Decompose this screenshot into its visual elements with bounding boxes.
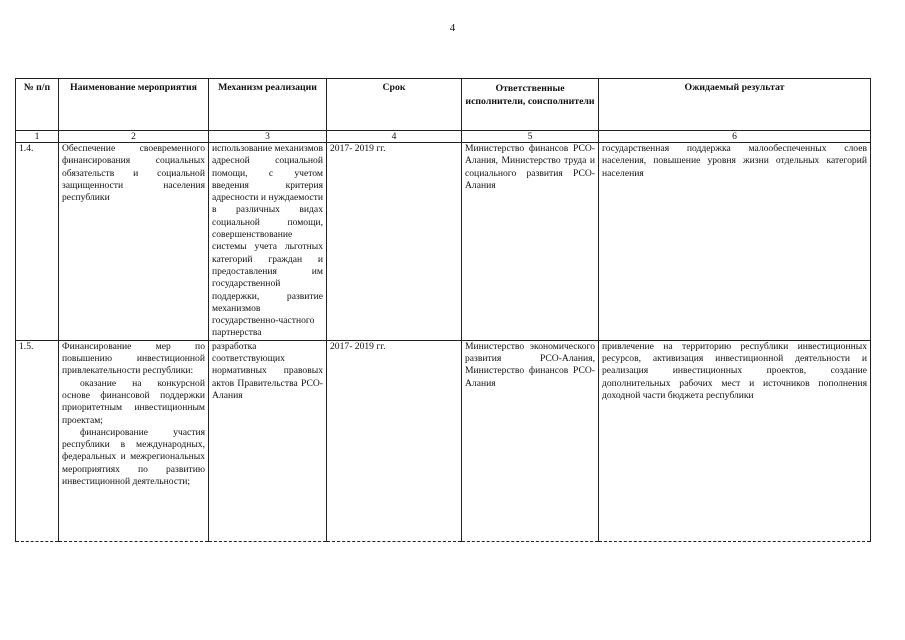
column-number: 1 bbox=[16, 131, 59, 143]
column-numbers-row bbox=[16, 131, 871, 143]
row-number: 1.5. bbox=[16, 340, 59, 541]
measure-name bbox=[59, 340, 209, 541]
table-row bbox=[16, 340, 871, 541]
column-number: 2 bbox=[59, 131, 209, 143]
mechanism: использование механизмов адресной социальной помощи, с учетом введения критерия адресности и нуждаемости в различных видах социальной помощи, совершенствование системы учета льготных категорий граждан и предоставления им государственной поддержки, развитие механизмов государственно-частного партнерства bbox=[209, 143, 327, 341]
measure-subitem: финансирование участия республики в международных, федеральных и межрегиональных мероприятиях по развитию инвестиционной деятельности; bbox=[62, 426, 205, 488]
mechanism: разработка соответствующих нормативных правовых актов Правительства РСО-Алания bbox=[209, 340, 327, 541]
column-number: 6 bbox=[599, 131, 871, 143]
header-result: Ожидаемый результат bbox=[599, 79, 871, 131]
expected-result: государственная поддержка малообеспеченных слоев населения, повышение уровня жизни отдельных категорий населения bbox=[599, 143, 871, 341]
column-number: 5 bbox=[462, 131, 599, 143]
responsible: Министерство экономического развития РСО-Алания, Министерство финансов РСО-Алания bbox=[462, 340, 599, 541]
header-term: Срок bbox=[327, 79, 462, 131]
measure-name-intro: Финансирование мер по повышению инвестиционной привлекательности республики: bbox=[62, 340, 205, 377]
header-row bbox=[16, 79, 871, 131]
table-row bbox=[16, 143, 871, 341]
row-number: 1.4. bbox=[16, 143, 59, 341]
measure-subitem: оказание на конкурсной основе финансовой поддержки приоритетным инвестиционным проектам; bbox=[62, 377, 205, 426]
measure-name: Обеспечение своевременного финансирования социальных обязательств и социальной защищенности населения республики bbox=[59, 143, 209, 341]
term: 2017- 2019 гг. bbox=[327, 340, 462, 541]
header-num: № п/п bbox=[16, 79, 59, 131]
header-name: Наименование мероприятия bbox=[59, 79, 209, 131]
term: 2017- 2019 гг. bbox=[327, 143, 462, 341]
responsible: Министерство финансов РСО-Алания, Министерство труда и социального развития РСО-Алания bbox=[462, 143, 599, 341]
header-mechanism: Механизм реализации bbox=[209, 79, 327, 131]
header-responsible: Ответственные исполнители, соисполнители bbox=[462, 79, 599, 131]
column-number: 4 bbox=[327, 131, 462, 143]
page-number: 4 bbox=[449, 22, 456, 34]
measures-table bbox=[15, 78, 871, 542]
column-number: 3 bbox=[209, 131, 327, 143]
expected-result: привлечение на территорию республики инвестиционных ресурсов, активизация инвестиционной деятельности и реализация инвестиционных проектов, создание дополнительных рабочих мест и источников пополнения доходной части бюджета республики bbox=[599, 340, 871, 541]
